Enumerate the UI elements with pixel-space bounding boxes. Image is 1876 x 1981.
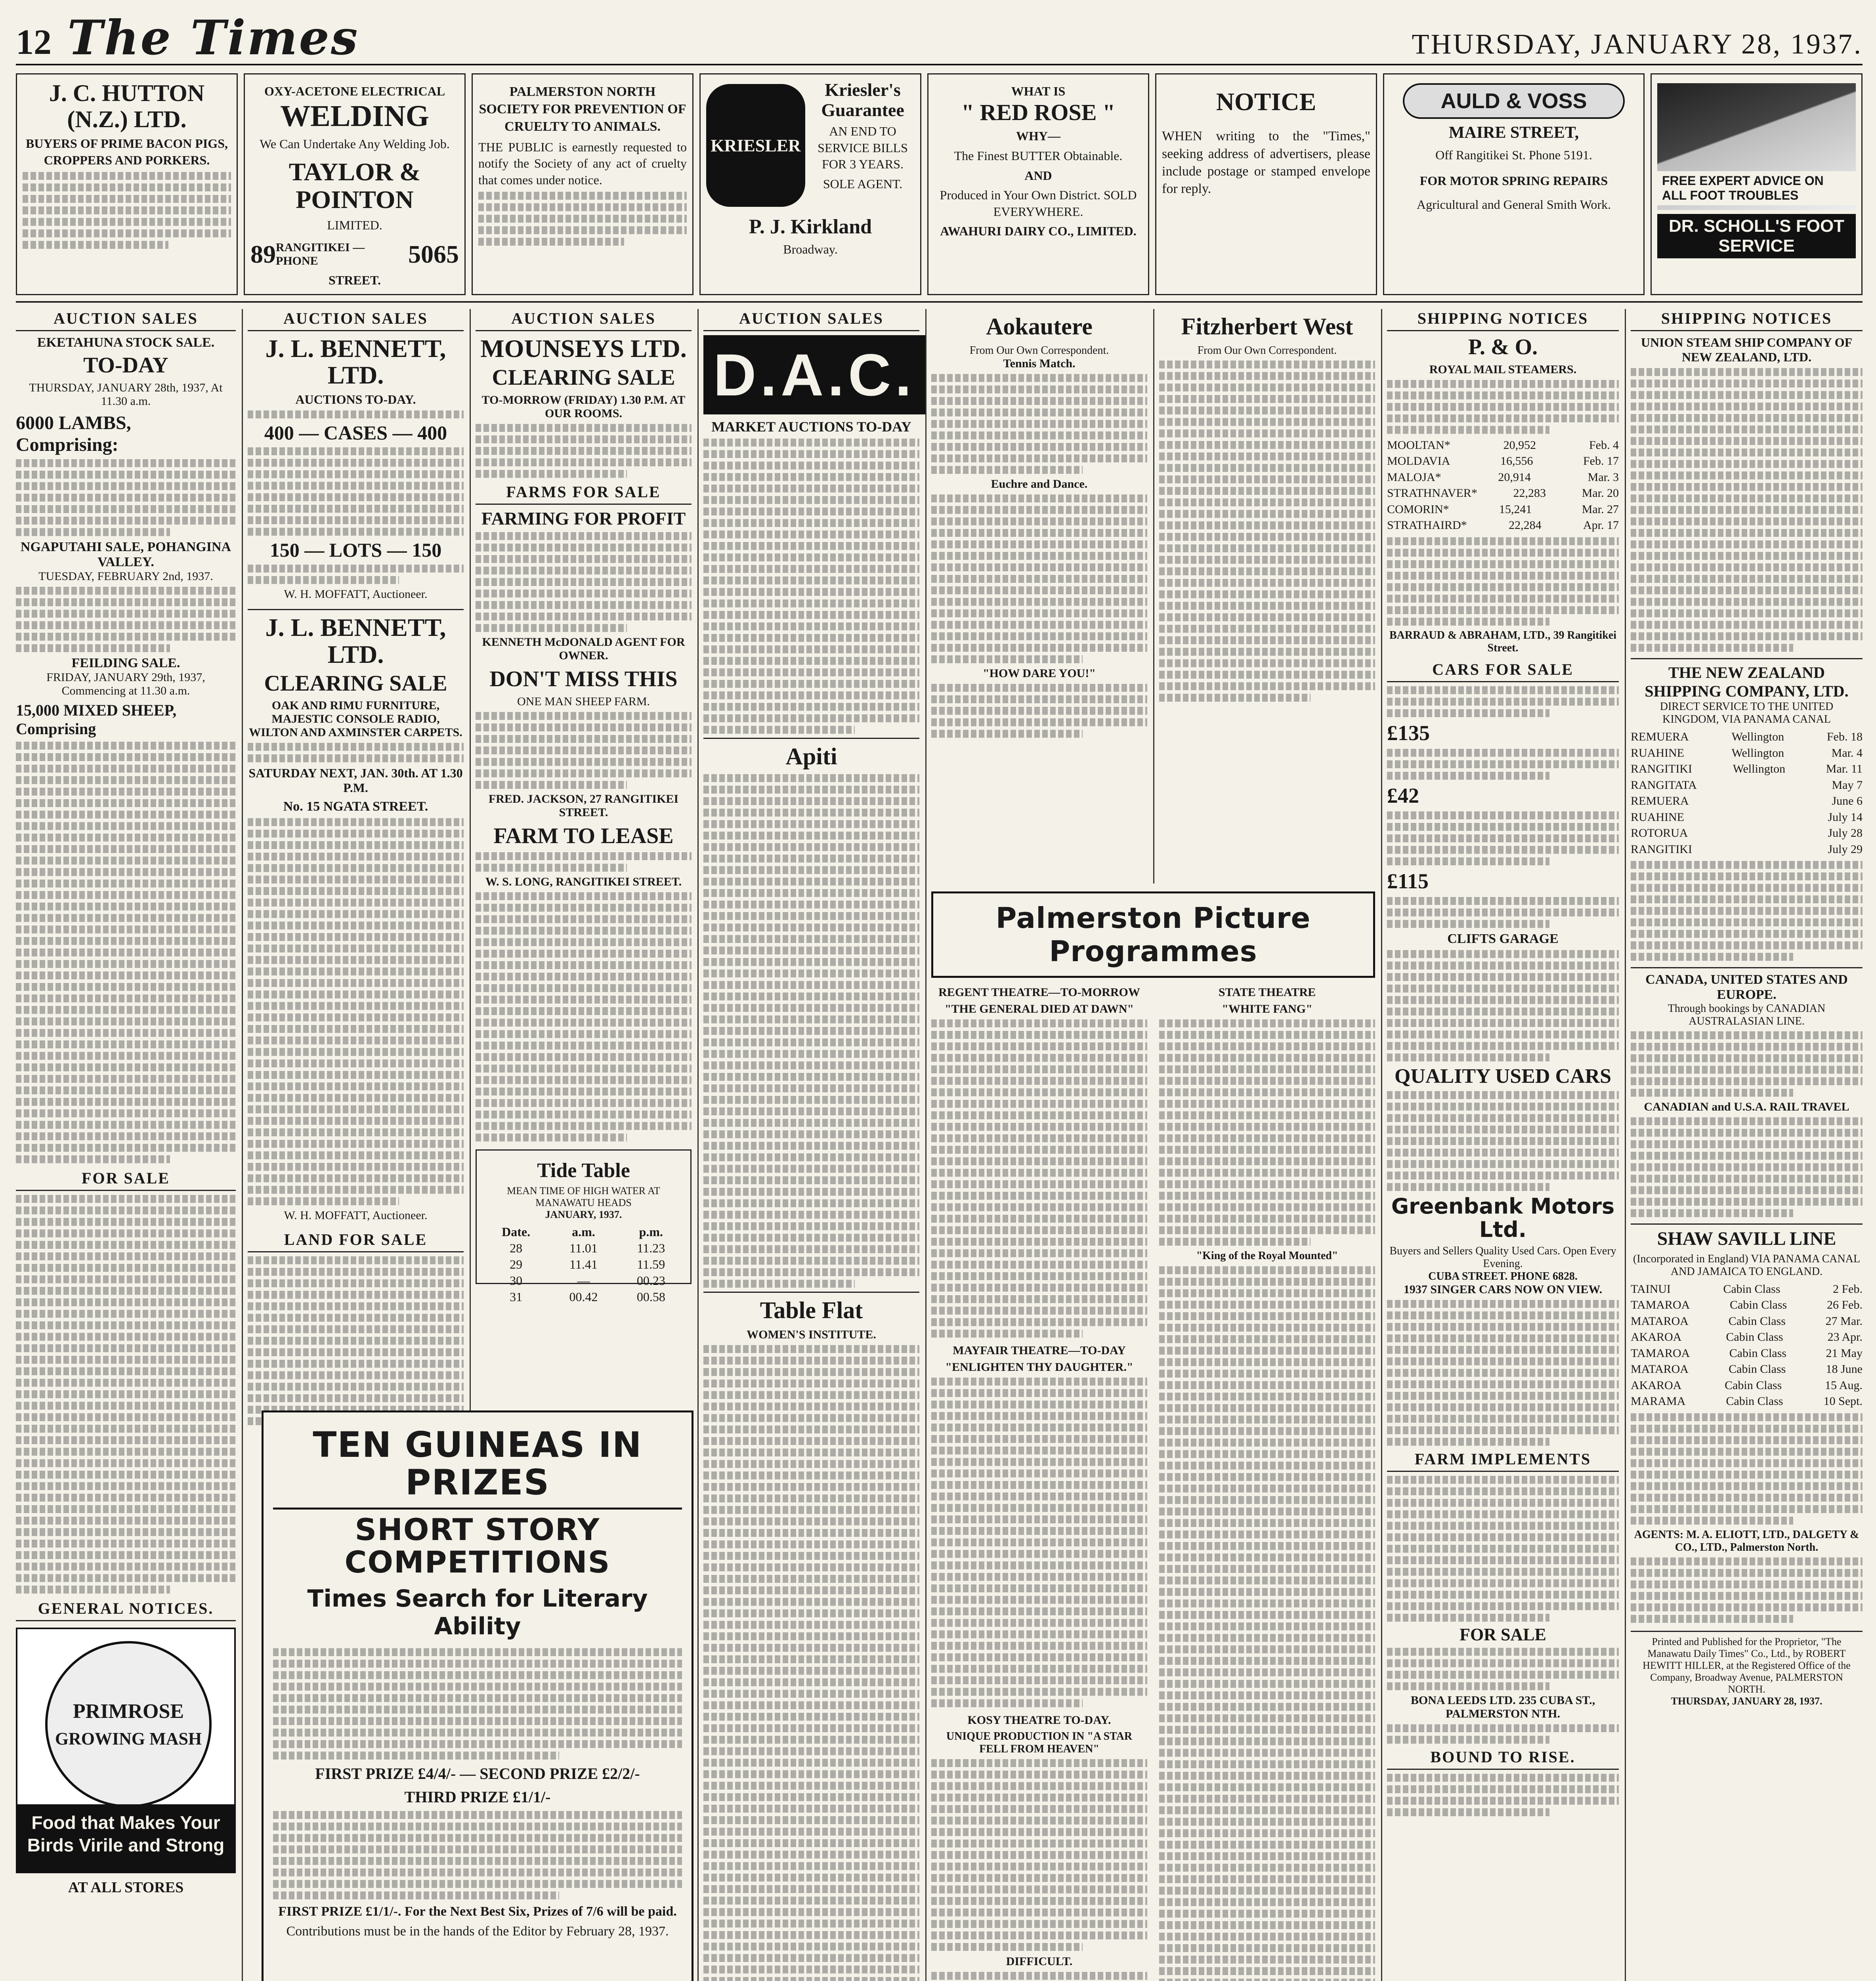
ship-row: STRATHNAVER* 22,283 Mar. 20	[1387, 487, 1619, 500]
auld-voss-ad	[1383, 73, 1645, 295]
tennis-heading: Tennis Match.	[1003, 357, 1076, 370]
kosy-film: UNIQUE PRODUCTION IN "A STAR FELL FROM HEAVEN"	[946, 1730, 1133, 1755]
ship-row: TAMAROA Cabin Class 21 May	[1631, 1346, 1863, 1360]
ws-long: W. S. LONG, RANGITIKEI STREET.	[485, 875, 682, 888]
welding-company: TAYLOR & POINTON	[288, 157, 421, 214]
bound-to-rise: BOUND TO RISE.	[1387, 1748, 1619, 1770]
primrose-product: GROWING MASH	[55, 1729, 202, 1748]
greenbank-sub: Buyers and Sellers Quality Used Cars. Open Every Evening.	[1389, 1244, 1616, 1270]
ship-row: ROTORUA July 28	[1631, 826, 1863, 840]
auld-voss-logo: AULD & VOSS	[1403, 83, 1625, 119]
kriesler-ad	[699, 73, 921, 295]
welding-title2: WELDING	[280, 99, 429, 133]
kriesler-agent: SOLE AGENT.	[823, 176, 903, 191]
welding-title1: OXY-ACETONE ELECTRICAL	[264, 84, 445, 98]
red-rose-text2: Produced in Your Own District. SOLD EVERYWHERE.	[940, 188, 1137, 219]
cars-header: CARS FOR SALE	[1387, 660, 1619, 682]
auld-street: MAIRE STREET,	[1448, 124, 1579, 142]
sale1-day: TO-DAY	[83, 353, 168, 378]
ship-row: STRATHAIRD* 22,284 Apr. 17	[1387, 519, 1619, 532]
canada-sub: Through bookings by CANADIAN AUSTRALASIAN LINE.	[1668, 1002, 1826, 1027]
prizes-closing: Contributions must be in the hands of the Editor by February 28, 1937.	[286, 1924, 669, 1939]
hutton-ad	[16, 73, 238, 295]
euchre-heading: Euchre and Dance.	[991, 477, 1088, 490]
farms-header: FARMS FOR SALE	[476, 483, 692, 505]
ship-row: TAINUI Cabin Class 2 Feb.	[1631, 1282, 1863, 1296]
womens-institute: WOMEN'S INSTITUTE.	[747, 1328, 876, 1341]
col1-header: AUCTION SALES	[16, 309, 236, 331]
land-header: LAND FOR SALE	[248, 1230, 464, 1252]
saturday-line: SATURDAY NEXT, JAN. 30th. AT 1.30 P.M.	[248, 766, 463, 795]
ship-row: REMUERA June 6	[1631, 794, 1863, 807]
notice-title: NOTICE	[1216, 88, 1316, 116]
regent-heading: REGENT THEATRE—TO-MORROW	[938, 986, 1140, 999]
col7-header: SHIPPING NOTICES	[1387, 309, 1619, 331]
po-sub: ROYAL MAIL STEAMERS.	[1429, 363, 1577, 376]
shaw-savill-title: SHAW SAVILL LINE	[1631, 1223, 1863, 1250]
dont-miss: DON'T MISS THIS	[489, 667, 678, 692]
po-schedule	[1387, 437, 1619, 534]
primrose-tagline: Food that Makes Your Birds Virile and Strong	[17, 1804, 234, 1872]
col2-header: AUCTION SALES	[248, 309, 464, 331]
notice-text: WHEN writing to the "Times," seeking address of advertisers, please include postage or stamped envelope for reply.	[1162, 129, 1370, 196]
column-rule	[925, 309, 927, 1981]
farm-implements-header: FARM IMPLEMENTS	[1387, 1450, 1619, 1472]
red-rose-company: AWAHURI DAIRY CO., LIMITED.	[940, 224, 1137, 239]
ngaputahi-title: NGAPUTAHI SALE, POHANGINA VALLEY.	[20, 539, 231, 569]
spca-text: THE PUBLIC is earnestly requested to notify the Society of any act of cruelty that comes under notice.	[478, 139, 687, 187]
column-3	[476, 309, 692, 1304]
nz-shipping-sub: DIRECT SERVICE TO THE UNITED KINGDOM, VIA PANAMA CANAL	[1660, 700, 1834, 725]
ship-row: RANGITIKI July 29	[1631, 842, 1863, 856]
price-42: £42	[1387, 783, 1419, 807]
kriesler-title: Kriesler's Guarantee	[821, 80, 904, 120]
kriesler-agent-name: P. J. Kirkland	[749, 216, 872, 238]
sale1-date: THURSDAY, JANUARY 28th, 1937, At 11.30 a.m.	[29, 381, 223, 408]
auld-phone: Off Rangitikei St. Phone 5191.	[1435, 147, 1592, 162]
third-prize: THIRD PRIZE £1/1/-	[404, 1788, 551, 1806]
column-8	[1631, 309, 1863, 1981]
ship-row: MATAROA Cabin Class 18 June	[1631, 1363, 1863, 1376]
tide-row: 28 11.01 11.23	[510, 1241, 665, 1255]
moffatt-2: W. H. MOFFATT, Auctioneer.	[284, 1209, 428, 1222]
tide-table	[476, 1149, 692, 1304]
po-agents: BARRAUD & ABRAHAM, LTD., 39 Rangitikei Street.	[1389, 629, 1616, 654]
ship-row: AKAROA Cabin Class 15 Aug.	[1631, 1378, 1863, 1392]
column-7	[1387, 309, 1619, 1981]
welding-phone: 5065	[408, 240, 459, 269]
kriesler-logo: KRIESLER	[706, 84, 805, 207]
auctions-today: AUCTIONS TO-DAY.	[295, 392, 416, 407]
market-auctions: MARKET AUCTIONS TO-DAY	[711, 419, 911, 435]
ship-row: MATAROA Cabin Class 27 Mar.	[1631, 1314, 1863, 1328]
sale1-title: EKETAHUNA STOCK SALE.	[37, 335, 215, 350]
aokautere-correspondent: From Our Own Correspondent.	[969, 344, 1109, 357]
fitzherbert-title: Fitzherbert West	[1181, 313, 1353, 340]
apiti-title: Apiti	[703, 738, 919, 770]
shaw-schedule	[1631, 1281, 1863, 1410]
primrose-ad	[16, 1628, 236, 1873]
col8-header: SHIPPING NOTICES	[1631, 309, 1863, 331]
sketch-prize: FIRST PRIZE £1/1/-. For the Next Best Six, Prizes of 7/6 will be paid.	[278, 1904, 677, 1919]
foot-illustration	[1657, 83, 1856, 210]
farm-to-lease: FARM TO LEASE	[493, 823, 674, 848]
tide-row: 30 — 00.23	[510, 1273, 665, 1288]
tide-title: Tide Table	[537, 1159, 630, 1182]
picture-programmes	[931, 884, 1375, 1981]
prizes-title: TEN GUINEAS IN PRIZES	[313, 1424, 642, 1503]
column-rule	[242, 309, 243, 1981]
scholl-brand: DR. SCHOLL'S FOOT SERVICE	[1657, 214, 1856, 258]
red-rose-q: WHAT IS	[1011, 84, 1066, 98]
tide-grid	[482, 1224, 685, 1305]
nz-shipping-schedule	[1631, 729, 1863, 857]
welding-number: 89	[250, 240, 276, 269]
fred-jackson: FRED. JACKSON, 27 RANGITIKEI STREET.	[488, 792, 679, 819]
column-4	[703, 309, 919, 1981]
price-135: £135	[1387, 721, 1430, 745]
second-prize: — SECOND PRIZE £2/2/-	[460, 1765, 640, 1783]
hutton-text: BUYERS OF PRIME BACON PIGS, CROPPERS AND PORKERS.	[26, 136, 228, 167]
ship-row: TAMAROA Cabin Class 26 Feb.	[1631, 1298, 1863, 1312]
column-rule	[1381, 309, 1382, 1981]
col7-for-sale: FOR SALE	[1460, 1624, 1546, 1644]
clifts-garage: CLIFTS GARAGE	[1447, 931, 1559, 946]
kings-mounted: "King of the Royal Mounted"	[1196, 1250, 1338, 1262]
lots-line: 150 — LOTS — 150	[269, 539, 442, 561]
welding-street2: STREET.	[329, 273, 381, 288]
bennett-name: J. L. BENNETT, LTD.	[265, 334, 446, 389]
tide-col-pm: p.m.	[639, 1224, 663, 1239]
tide-col-am: a.m.	[572, 1224, 595, 1239]
tide-month: JANUARY, 1937.	[545, 1208, 622, 1220]
tide-row: 29 11.41 11.59	[510, 1257, 665, 1271]
col3-header: AUCTION SALES	[476, 309, 692, 331]
mayfair-heading: MAYFAIR THEATRE—TO-DAY	[953, 1344, 1126, 1357]
feilding-date: FRIDAY, JANUARY 29th, 1937, Commencing at 11.30 a.m.	[46, 670, 205, 697]
how-dare-heading: "HOW DARE YOU!"	[983, 667, 1096, 680]
price-115: £115	[1387, 869, 1429, 893]
general-notices-header: GENERAL NOTICES.	[16, 1599, 236, 1621]
prizes-tagline: Times Search for Literary Ability	[307, 1585, 648, 1641]
quality-used-cars: QUALITY USED CARS	[1394, 1065, 1612, 1088]
table-flat-title: Table Flat	[703, 1292, 919, 1324]
lambs-line: 6000 LAMBS, Comprising:	[16, 412, 131, 455]
red-rose-and: AND	[1024, 168, 1052, 183]
ship-row: RUAHINE Wellington Mar. 4	[1631, 746, 1863, 760]
imprint-date: THURSDAY, JANUARY 28, 1937.	[1671, 1695, 1823, 1707]
hutton-title: J. C. HUTTON (N.Z.) LTD.	[49, 80, 205, 132]
shaw-savill-sub: (Incorporated in England) VIA PANAMA CANAL AND JAMAICA TO ENGLAND.	[1633, 1252, 1861, 1278]
greenbank-sale: 1937 SINGER CARS NOW ON VIEW.	[1403, 1282, 1603, 1296]
cases-line: 400 — CASES — 400	[264, 422, 447, 444]
spca-ad	[472, 73, 693, 295]
nz-shipping-title: THE NEW ZEALAND SHIPPING COMPANY, LTD.	[1631, 658, 1863, 700]
column-rule	[697, 309, 699, 1981]
primrose-stores: AT ALL STORES	[68, 1879, 184, 1896]
auld-service: FOR MOTOR SPRING REPAIRS	[1419, 174, 1608, 188]
clearing-sub: OAK AND RIMU FURNITURE, MAJESTIC CONSOLE RADIO, WILTON AND AXMINSTER CARPETS.	[249, 699, 462, 739]
red-rose-text: The Finest BUTTER Obtainable.	[954, 148, 1123, 163]
po-title: P. & O.	[1468, 335, 1538, 359]
ship-row: RANGITATA May 7	[1631, 778, 1863, 792]
ship-row: MOLDAVIA 16,556 Feb. 17	[1387, 454, 1619, 468]
dont-miss-sub: ONE MAN SHEEP FARM.	[517, 695, 650, 708]
mounseys-name: MOUNSEYS LTD.	[480, 334, 687, 363]
column-6-upper	[1159, 309, 1375, 943]
feilding-title: FEILDING SALE.	[71, 655, 180, 670]
scholl-caption: FREE EXPERT ADVICE ON ALL FOOT TROUBLES	[1657, 171, 1856, 205]
mixed-sheep: 15,000 MIXED SHEEP, Comprising	[16, 701, 177, 738]
bona-leeds: BONA LEEDS LTD. 235 CUBA ST., PALMERSTON NTH.	[1410, 1693, 1595, 1720]
mounseys-clearing: CLEARING SALE	[492, 365, 675, 390]
moffatt-1: W. H. MOFFATT, Auctioneer.	[284, 588, 428, 601]
welding-ad	[244, 73, 466, 295]
red-rose-ad	[927, 73, 1149, 295]
regent-column	[931, 986, 1147, 1981]
first-prize: FIRST PRIZE £4/4/-	[315, 1765, 456, 1783]
imprint: Printed and Published for the Proprietor, "The Manawatu Daily Times" Co., Ltd., by ROBERT HEWITT HILLER, at the Registered Office of the Company, Broadway Avenue, PALMERSTON NORTH.	[1631, 1631, 1863, 1695]
primrose-brand: PRIMROSE	[73, 1700, 184, 1723]
canadian-usa-rail: CANADIAN and U.S.A. RAIL TRAVEL	[1644, 1100, 1849, 1113]
regent-film: "THE GENERAL DIED AT DAWN"	[944, 1002, 1134, 1015]
masthead	[16, 6, 1863, 65]
red-rose-why: WHY—	[1016, 129, 1060, 143]
ship-row: COMORIN* 15,241 Mar. 27	[1387, 502, 1619, 516]
kriesler-street: Broadway.	[783, 242, 838, 257]
mounseys-tomorrow: TO-MORROW (FRIDAY) 1.30 P.M. AT OUR ROOMS.	[481, 393, 686, 420]
scholl-ad	[1651, 73, 1863, 295]
ship-row: MALOJA* 20,914 Mar. 3	[1387, 470, 1619, 484]
tide-sub: MEAN TIME OF HIGH WATER AT MANAWATU HEADS	[507, 1185, 660, 1208]
paper-title: The Times	[67, 10, 359, 66]
welding-text: We Can Undertake Any Welding Job.	[260, 137, 450, 151]
ngaputahi-date: TUESDAY, FEBRUARY 2nd, 1937.	[38, 569, 213, 583]
canada-title: CANADA, UNITED STATES AND EUROPE.	[1631, 967, 1863, 1002]
ngata-address: No. 15 NGATA STREET.	[283, 799, 428, 814]
aokautere-title: Aokautere	[986, 313, 1093, 340]
greenbank-addr: CUBA STREET. PHONE 6828.	[1428, 1270, 1578, 1282]
col1-for-sale: FOR SALE	[16, 1169, 236, 1191]
greenbank-title: Greenbank Motors Ltd.	[1391, 1193, 1615, 1242]
red-rose-title: " RED ROSE "	[961, 99, 1116, 125]
state-film: "WHITE FANG"	[1222, 1002, 1312, 1015]
clearing-sale-2: CLEARING SALE	[264, 671, 447, 696]
notice-ad	[1155, 73, 1377, 295]
mayfair-film: "ENLIGHTEN THY DAUGHTER."	[945, 1361, 1133, 1374]
difficult-heading: DIFFICULT.	[1006, 1955, 1073, 1968]
state-column	[1159, 986, 1375, 1981]
page-number: 12	[16, 23, 52, 62]
prizes-subtitle: SHORT STORY COMPETITIONS	[344, 1512, 611, 1580]
spca-title: PALMERSTON NORTH SOCIETY FOR PREVENTION OF CRUELTY TO ANIMALS.	[479, 84, 686, 134]
farming-profit: FARMING FOR PROFIT	[481, 508, 686, 529]
ship-row: AKAROA Cabin Class 23 Apr.	[1631, 1330, 1863, 1344]
union-title: UNION STEAM SHIP COMPANY OF NEW ZEALAND, LTD.	[1641, 335, 1853, 364]
ship-row: RUAHINE July 14	[1631, 810, 1863, 824]
kosy-heading: KOSY THEATRE TO-DAY.	[967, 1714, 1111, 1727]
welding-limited: LIMITED.	[327, 218, 382, 232]
state-heading: STATE THEATRE	[1218, 986, 1316, 999]
primrose-logo	[45, 1641, 212, 1807]
welding-street: RANGITIKEI — PHONE	[276, 241, 365, 268]
dac-logo: D.A.C.	[703, 335, 925, 414]
ship-row: REMUERA Wellington Feb. 18	[1631, 730, 1863, 743]
shaw-agents: AGENTS: M. A. ELIOTT, LTD., DALGETY & CO., LTD., Palmerston North.	[1634, 1528, 1859, 1554]
ship-row: RANGITIKI Wellington Mar. 11	[1631, 762, 1863, 775]
ship-row: MARAMA Cabin Class 10 Sept.	[1631, 1395, 1863, 1408]
top-rule	[16, 301, 1863, 303]
col4-header: AUCTION SALES	[703, 309, 919, 331]
bennett-name-2: J. L. BENNETT, LTD.	[248, 609, 464, 667]
prizes-ad	[262, 1410, 693, 1981]
programmes-banner: Palmerston Picture Programmes	[931, 891, 1375, 978]
tide-col-date: Date.	[502, 1224, 531, 1239]
column-1	[16, 309, 236, 1981]
kriesler-text: AN END TO SERVICE BILLS FOR 3 YEARS.	[818, 124, 908, 172]
ship-row: MOOLTAN* 20,952 Feb. 4	[1387, 438, 1619, 452]
fitzherbert-correspondent: From Our Own Correspondent.	[1197, 344, 1337, 357]
mcdonald-agent: KENNETH McDONALD AGENT FOR OWNER.	[482, 636, 685, 662]
column-rule	[1625, 309, 1626, 1981]
tide-row: 31 00.42 00.58	[510, 1289, 665, 1304]
auld-trade: Agricultural and General Smith Work.	[1416, 197, 1611, 212]
issue-date: THURSDAY, JANUARY 28, 1937.	[1412, 28, 1863, 60]
